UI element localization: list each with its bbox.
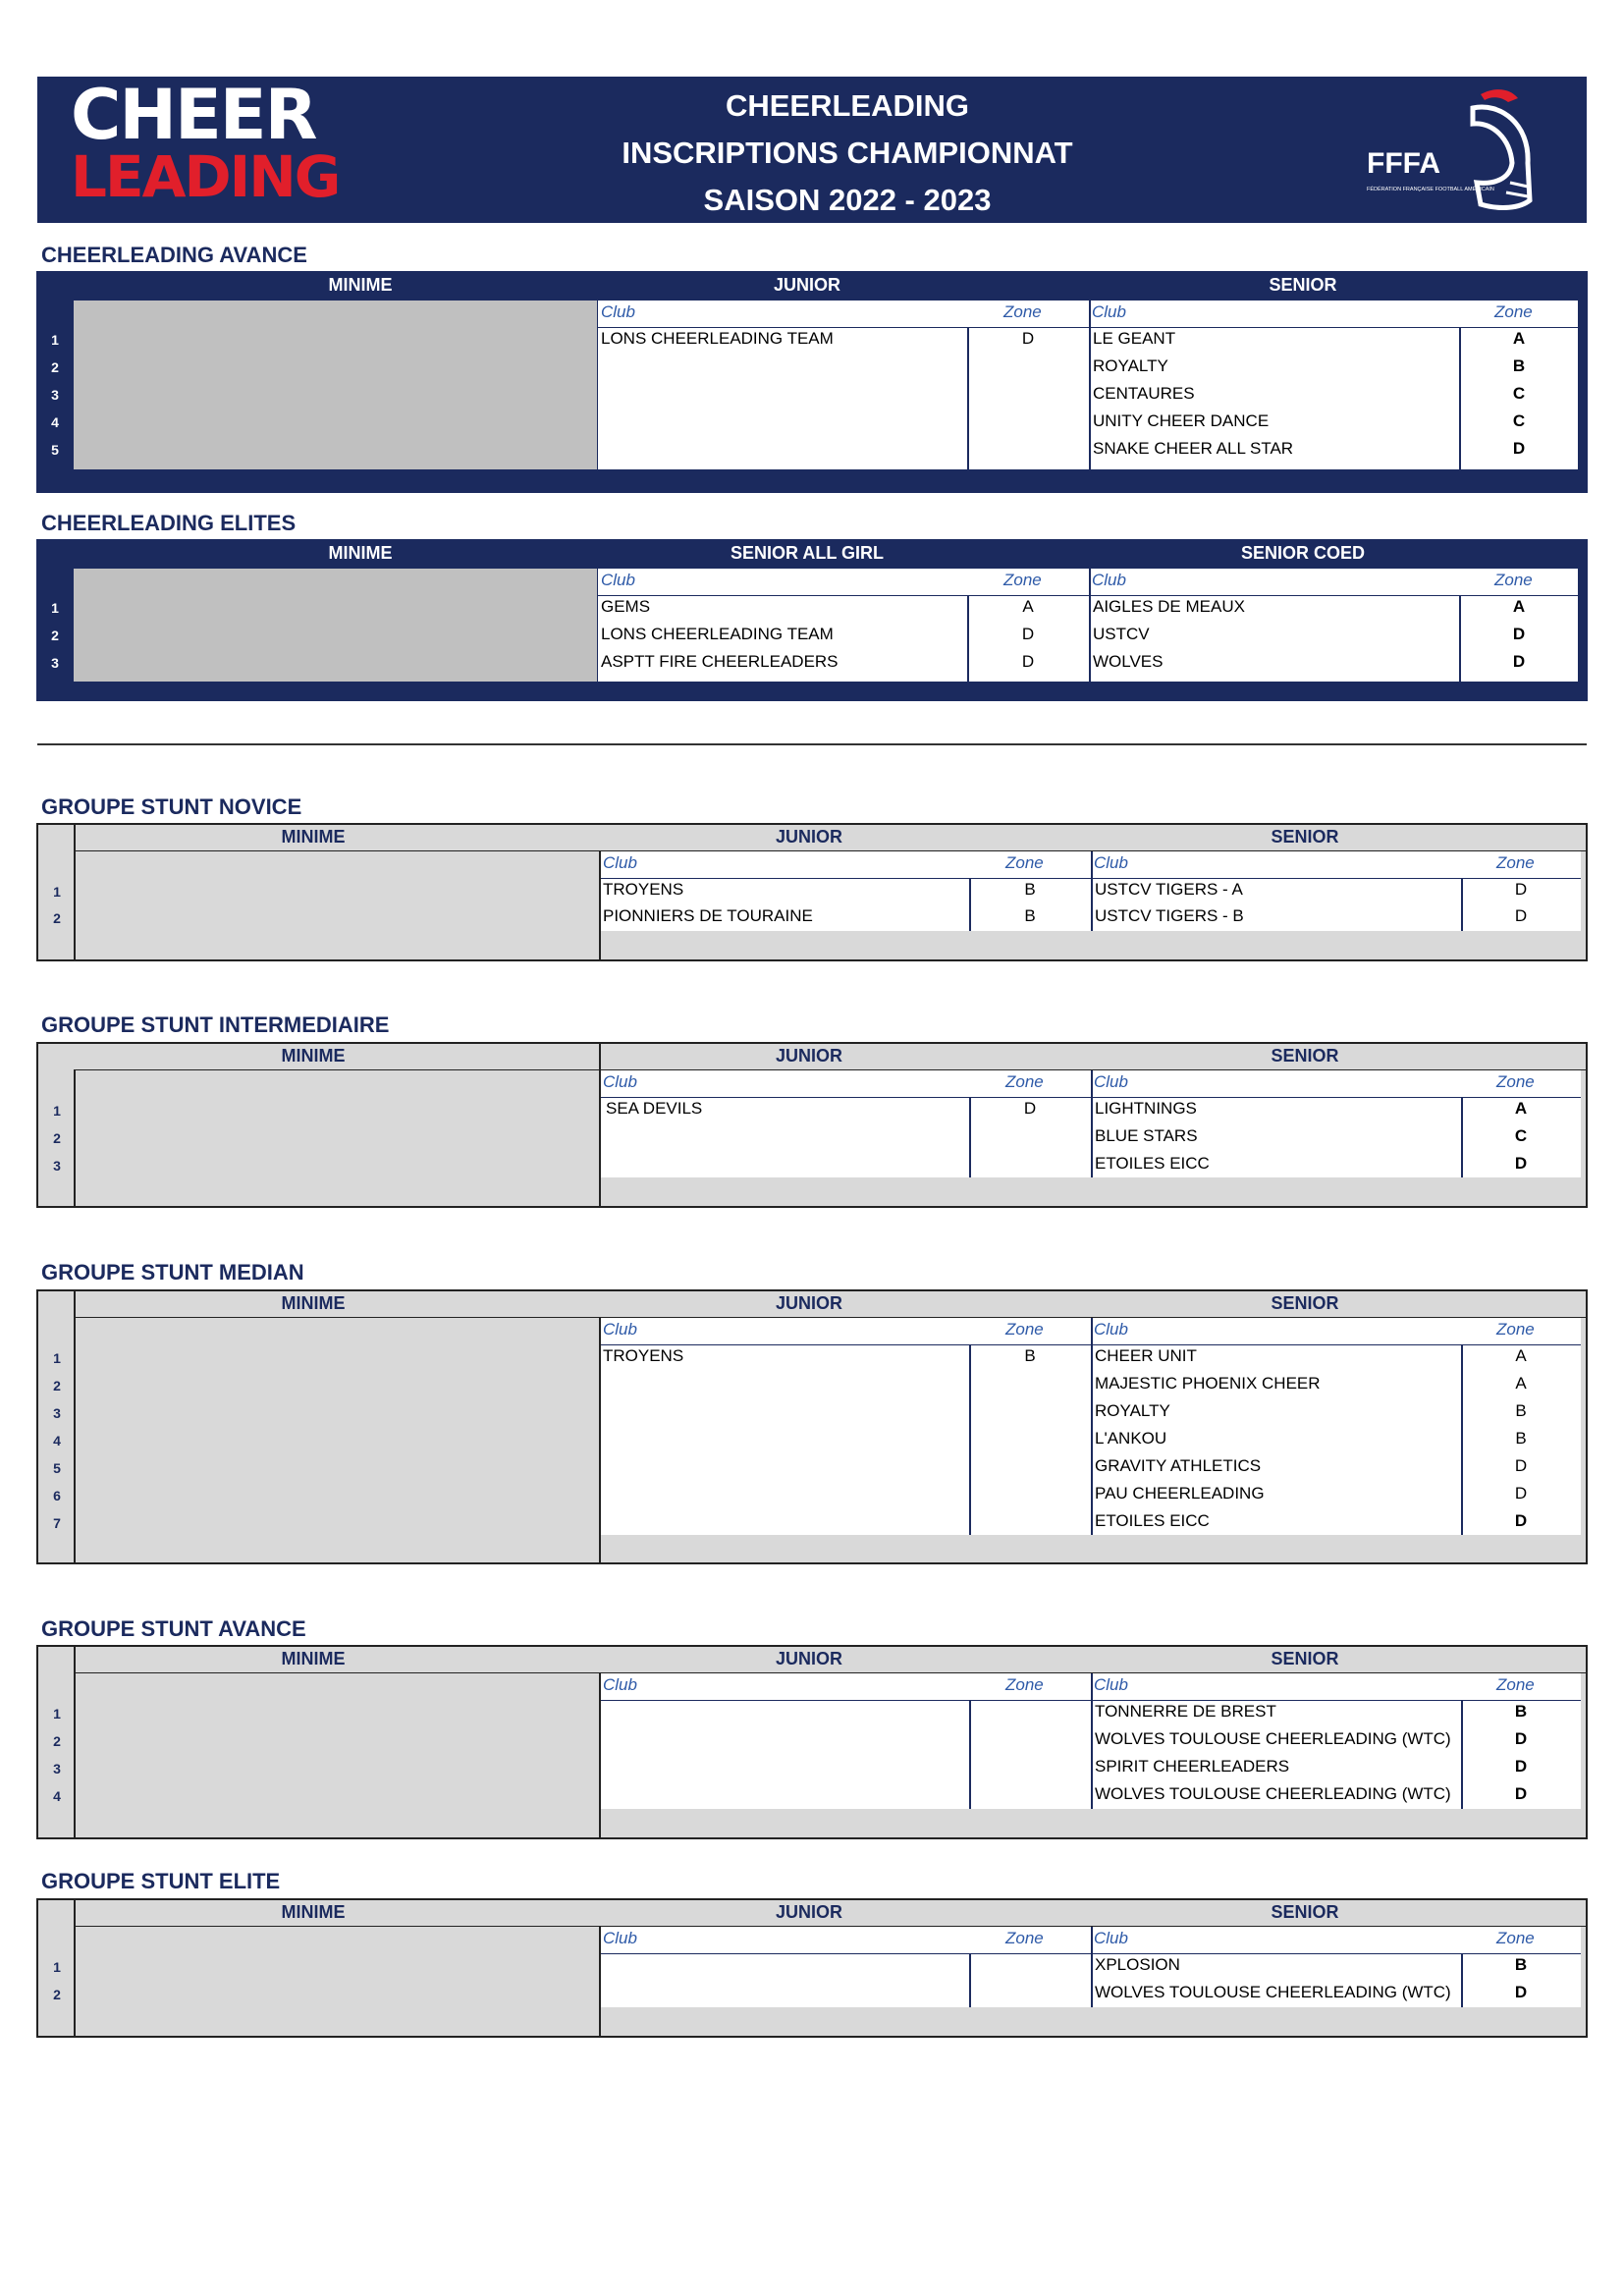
junior-club: TROYENS [603,880,684,899]
category-junior: JUNIOR [775,1649,842,1668]
senior-club: USTCV TIGERS - A [1095,880,1243,899]
senior-club: GRAVITY ATHLETICS [1095,1456,1262,1475]
junior-zone-header: Zone [1005,1072,1044,1091]
category-junior: JUNIOR [775,1902,842,1922]
category-junior: JUNIOR [775,827,842,847]
senior-club-header: Club [1094,853,1128,872]
senior-zone: B [1514,1955,1528,1974]
category-minime: MINIME [281,827,346,847]
table-stunt-median [36,1289,1588,1564]
category-minime: MINIME [281,1649,346,1668]
row-number: 2 [53,1733,61,1749]
senior-zone: D [1514,1757,1528,1776]
section-title-elites: CHEERLEADING ELITES [41,511,297,535]
junior-club: LONS CHEERLEADING TEAM [601,625,834,643]
senior-club: USTCV [1093,625,1150,643]
junior-zone: D [1021,625,1035,643]
senior-zone: D [1512,625,1526,643]
row-number: 1 [53,1706,61,1722]
row-number: 6 [53,1488,61,1503]
row-number: 2 [53,1987,61,2002]
senior-zone: D [1514,1154,1528,1173]
row-number: 2 [53,1130,61,1146]
senior-zone: B [1515,1401,1527,1420]
junior-zone: A [1022,597,1034,616]
junior-zone-header: Zone [1005,1929,1044,1947]
junior-club-header: Club [603,1320,637,1339]
row-number: 2 [53,1378,61,1394]
table-stunt-avance [36,1645,1588,1839]
senior-zone-header: Zone [1494,302,1533,321]
junior-club-header: Club [601,302,635,321]
ffa-logo-icon [1363,84,1540,217]
senior-club-header: Club [1094,1072,1128,1091]
senior-club: PAU CHEERLEADING [1095,1484,1265,1503]
category-minime: MINIME [281,1046,346,1066]
senior-zone: D [1514,880,1528,899]
senior-zone-header: Zone [1496,1929,1535,1947]
junior-club: LONS CHEERLEADING TEAM [601,329,834,348]
junior-zone: D [1023,1099,1037,1118]
category-junior: JUNIOR [775,1293,842,1313]
senior-zone: D [1512,652,1526,671]
category-senior: SENIOR [1271,1293,1339,1313]
title-line-3: SAISON 2022 - 2023 [703,183,992,217]
senior-zone: C [1512,384,1526,403]
junior-zone-header: Zone [1005,1675,1044,1694]
row-number: 3 [51,387,59,403]
senior-club: ETOILES EICC [1095,1511,1210,1530]
senior-club: UNITY CHEER DANCE [1093,411,1270,430]
category-junior: JUNIOR [773,275,840,295]
section-title-stunt-elite: GROUPE STUNT ELITE [41,1869,281,1893]
senior-club: L'ANKOU [1095,1429,1167,1448]
senior-zone-header: Zone [1496,853,1535,872]
junior-club: PIONNIERS DE TOURAINE [603,906,813,925]
category-minime: MINIME [281,1293,346,1313]
junior-zone: D [1021,652,1035,671]
junior-zone: B [1024,880,1036,899]
senior-club: SPIRIT CHEERLEADERS [1095,1757,1290,1776]
table-avance [36,271,1588,493]
junior-club: ASPTT FIRE CHEERLEADERS [601,652,839,671]
category-senior: SENIOR [1271,1902,1339,1922]
row-number: 3 [53,1405,61,1421]
junior-club: SEA DEVILS [606,1099,703,1118]
junior-club-header: Club [603,853,637,872]
row-number: 4 [51,414,59,430]
senior-club: LIGHTNINGS [1095,1099,1197,1118]
senior-zone: D [1514,906,1528,925]
section-title-stunt-intermediaire: GROUPE STUNT INTERMEDIAIRE [41,1012,390,1037]
table-stunt-intermediaire [36,1042,1588,1208]
row-number: 2 [51,628,59,643]
senior-zone: C [1514,1126,1528,1145]
senior-club: CENTAURES [1093,384,1195,403]
category-minime: MINIME [328,275,393,295]
senior-zone-header: Zone [1494,571,1533,589]
senior-club: WOLVES TOULOUSE CHEERLEADING (WTC) [1095,1784,1451,1803]
row-number: 5 [51,442,59,458]
category-senior: SENIOR [1269,275,1337,295]
row-number: 4 [53,1788,61,1804]
ffa-logo-text: FFFA [1367,147,1440,180]
table-stunt-novice [36,823,1588,961]
senior-zone: B [1515,1429,1527,1448]
title-line-2: INSCRIPTIONS CHAMPIONNAT [622,136,1073,170]
section-title-stunt-novice: GROUPE STUNT NOVICE [41,794,302,819]
senior-zone: D [1514,1484,1528,1503]
senior-club: ETOILES EICC [1095,1154,1210,1173]
senior-club-header: Club [1092,302,1126,321]
title-line-1: CHEERLEADING [725,88,969,123]
row-number: 3 [51,655,59,671]
senior-zone-header: Zone [1496,1675,1535,1694]
junior-club-header: Club [603,1675,637,1694]
row-number: 7 [53,1515,61,1531]
junior-club-header: Club [603,1929,637,1947]
table-elites [36,539,1588,701]
senior-zone: D [1512,439,1526,458]
junior-club-header: Club [601,571,635,589]
row-number: 1 [53,1350,61,1366]
cheerleading-logo-line1: CHEER [71,75,316,155]
senior-zone: D [1514,1456,1528,1475]
junior-zone-header: Zone [1005,853,1044,872]
senior-club-header: Club [1094,1320,1128,1339]
row-number: 1 [51,332,59,348]
row-number: 2 [53,910,61,926]
senior-club-header: Club [1094,1929,1128,1947]
section-title-stunt-avance: GROUPE STUNT AVANCE [41,1616,306,1641]
category-senior-coed: SENIOR COED [1240,543,1366,563]
junior-zone-header: Zone [1003,571,1042,589]
senior-club: ROYALTY [1095,1401,1170,1420]
senior-zone: D [1514,1784,1528,1803]
junior-zone: B [1024,1346,1036,1365]
senior-zone-header: Zone [1496,1072,1535,1091]
category-junior: JUNIOR [775,1046,842,1066]
category-senior: SENIOR [1271,1649,1339,1668]
junior-zone-header: Zone [1005,1320,1044,1339]
category-senior-all-girl: SENIOR ALL GIRL [730,543,884,563]
senior-club-header: Club [1092,571,1126,589]
senior-club: AIGLES DE MEAUX [1093,597,1245,616]
minime-empty-block [74,301,597,469]
senior-club: XPLOSION [1095,1955,1180,1974]
category-minime: MINIME [328,543,393,563]
senior-zone-header: Zone [1496,1320,1535,1339]
row-number: 1 [51,600,59,616]
category-senior: SENIOR [1271,827,1339,847]
ffa-logo-caption: FÉDÉRATION FRANÇAISE FOOTBALL AMÉRICAIN [1367,187,1494,192]
junior-zone-header: Zone [1003,302,1042,321]
junior-club-header: Club [603,1072,637,1091]
senior-zone: A [1514,1099,1528,1118]
junior-club: TROYENS [603,1346,684,1365]
cheerleading-logo-line2: LEADING [71,143,340,210]
senior-zone: A [1512,597,1526,616]
row-number: 5 [53,1460,61,1476]
row-number: 4 [53,1433,61,1449]
row-number: 2 [51,359,59,375]
senior-club: CHEER UNIT [1095,1346,1197,1365]
senior-club: WOLVES TOULOUSE CHEERLEADING (WTC) [1095,1729,1451,1748]
row-number: 1 [53,884,61,900]
senior-zone: C [1512,411,1526,430]
row-number: 1 [53,1103,61,1119]
table-stunt-elite [36,1898,1588,2038]
junior-zone: B [1024,906,1036,925]
senior-zone: A [1515,1374,1527,1393]
junior-club: GEMS [601,597,651,616]
page-title [479,82,1216,224]
senior-club: ROYALTY [1093,356,1168,375]
senior-zone: D [1514,1983,1528,2001]
row-number: 3 [53,1158,61,1174]
clubs-grid [598,301,1578,469]
section-title-stunt-median: GROUPE STUNT MEDIAN [41,1260,304,1285]
senior-club: USTCV TIGERS - B [1095,906,1244,925]
senior-zone: B [1514,1702,1528,1721]
senior-club: WOLVES TOULOUSE CHEERLEADING (WTC) [1095,1983,1451,2001]
section-title-avance: CHEERLEADING AVANCE [41,243,307,267]
header-banner [37,77,1587,223]
junior-zone: D [1021,329,1035,348]
minime-empty-block [74,569,597,682]
senior-club: TONNERRE DE BREST [1095,1702,1276,1721]
senior-club: BLUE STARS [1095,1126,1198,1145]
senior-club: SNAKE CHEER ALL STAR [1093,439,1294,458]
senior-club: WOLVES [1093,652,1164,671]
category-senior: SENIOR [1271,1046,1339,1066]
category-minime: MINIME [281,1902,346,1922]
senior-club-header: Club [1094,1675,1128,1694]
row-number: 3 [53,1761,61,1777]
divider [37,743,1587,745]
senior-club: MAJESTIC PHOENIX CHEER [1095,1374,1321,1393]
row-number: 1 [53,1959,61,1975]
senior-zone: D [1514,1511,1528,1530]
senior-zone: A [1512,329,1526,348]
senior-club: LE GEANT [1093,329,1176,348]
senior-zone: D [1514,1729,1528,1748]
senior-zone: B [1512,356,1526,375]
senior-zone: A [1515,1346,1527,1365]
